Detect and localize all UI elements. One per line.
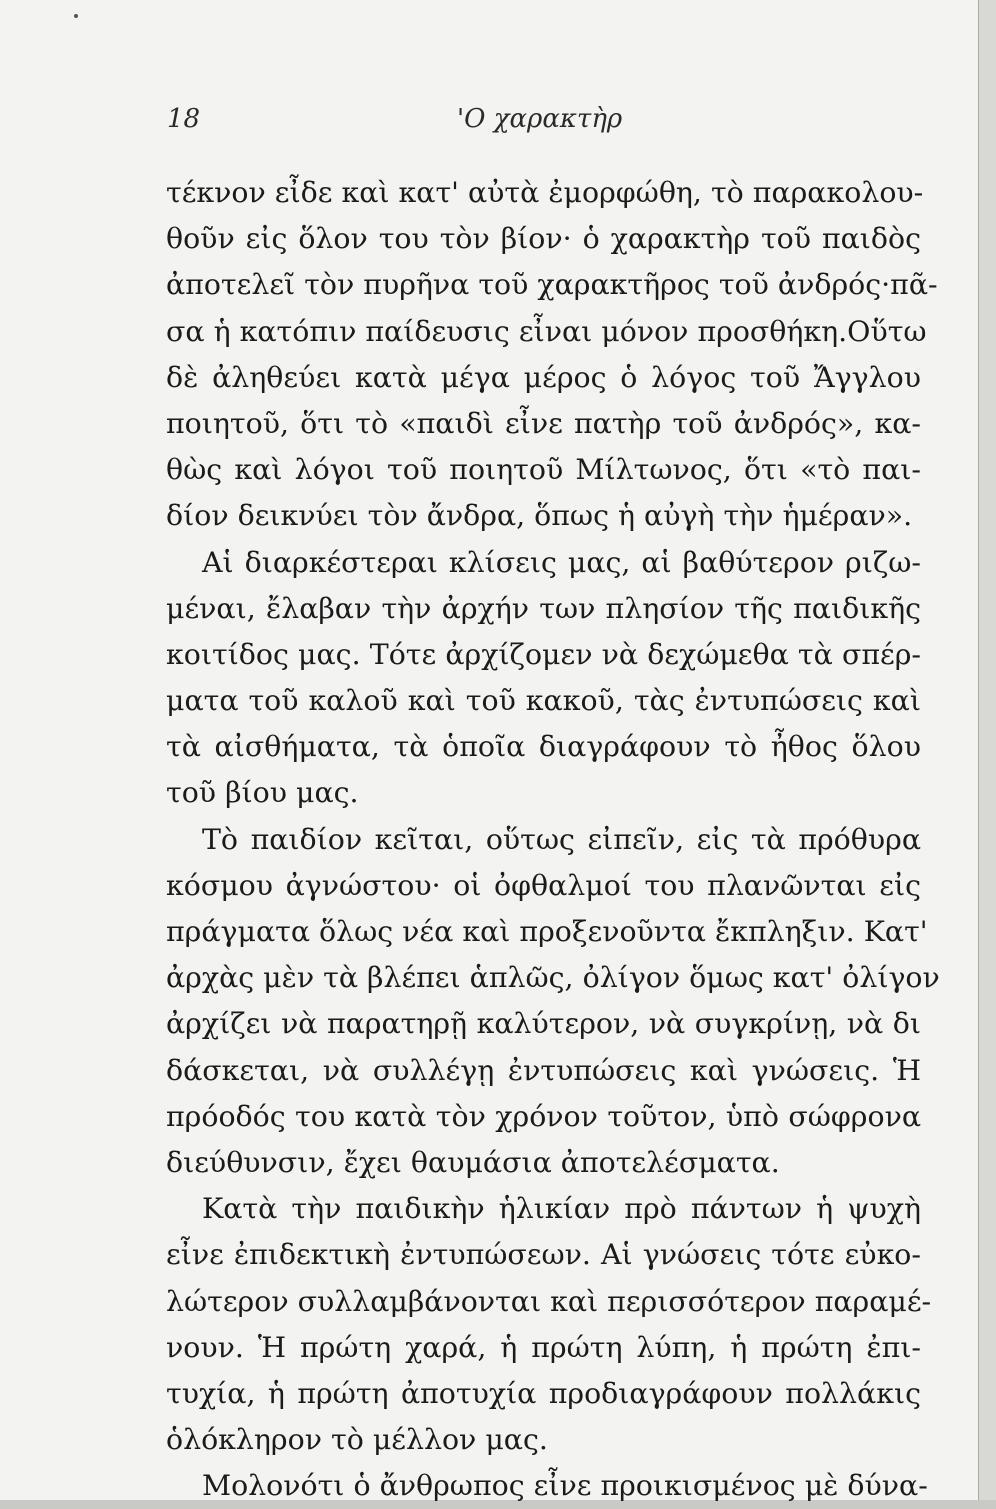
text-line: σα ἡ κατόπιν παίδευσις εἶναι μόνον προσθήκη.Οὕτω bbox=[166, 314, 927, 348]
body-text bbox=[166, 170, 940, 1509]
running-title: 'Ο χαρακτὴρ bbox=[457, 104, 623, 134]
text-line: πράγματα ὅλως νέα καὶ προξενοῦντα ἔκπληξιν. Κατ' bbox=[166, 915, 928, 948]
text-line: τέκνον εἶδε καὶ κατ' αὐτὰ ἐμορφώθη, τὸ παρακολου- bbox=[166, 176, 924, 209]
text-line: πρόοδός του κατὰ τὸν χρόνον τοῦτον, ὑπὸ σώφρονα bbox=[166, 1099, 921, 1133]
text-line: ὁλόκληρον τὸ μέλλον μας. bbox=[166, 1423, 548, 1457]
text-line: μέναι, ἔλαβαν τὴν ἀρχήν των πλησίον τῆς παιδικῆς bbox=[166, 591, 921, 625]
text-line: κόσμου ἀγνώστου· οἱ ὀφθαλμοί του πλανῶνται εἰς bbox=[166, 868, 921, 902]
page-edge bbox=[978, 0, 996, 1500]
text-line: ματα τοῦ καλοῦ καὶ τοῦ κακοῦ, τὰς ἐντυπώσεις καὶ bbox=[166, 684, 921, 718]
text-line: ἀποτελεῖ τὸν πυρῆνα τοῦ χαρακτῆρος τοῦ ἀνδρός·πᾶ- bbox=[166, 268, 938, 302]
text-line: Κατὰ τὴν παιδικὴν ἡλικίαν πρὸ πάντων ἡ ψυχὴ bbox=[202, 1192, 921, 1226]
page-header bbox=[167, 104, 922, 140]
text-line: τὰ αἰσθήματα, τὰ ὁποῖα διαγράφουν τὸ ἦθος ὅλου bbox=[166, 730, 921, 764]
text-line: Αἱ διαρκέστεραι κλίσεις μας, αἱ βαθύτερον ριζω- bbox=[202, 545, 921, 579]
print-speck bbox=[74, 14, 78, 18]
text-line: δίον δεικνύει τὸν ἄνδρα, ὅπως ἡ αὐγὴ τὴν ἡμέραν». bbox=[166, 499, 913, 533]
page-number: 18 bbox=[167, 104, 201, 134]
text-line: τοῦ βίου μας. bbox=[166, 776, 359, 810]
text-line: ἀρχὰς μὲν τὰ βλέπει ἁπλῶς, ὀλίγον ὅμως κατ' ὀλίγον bbox=[166, 961, 940, 995]
text-line: δάσκεται, νὰ συλλέγῃ ἐντυπώσεις καὶ γνώσεις. Ἡ bbox=[166, 1053, 921, 1087]
text-line: ποιητοῦ, ὅτι τὸ «παιδὶ εἶνε πατὴρ τοῦ ἀνδρός», κα- bbox=[166, 406, 921, 440]
text-line: εἶνε ἐπιδεκτικὴ ἐντυπώσεων. Αἱ γνώσεις τότε εὐκο- bbox=[166, 1238, 921, 1272]
text-line: διεύθυνσιν, ἔχει θαυμάσια ἀποτελέσματα. bbox=[166, 1145, 780, 1179]
text-line: ἀρχίζει νὰ παρατηρῇ καλύτερον, νὰ συγκρίνῃ, νὰ δι bbox=[166, 1007, 921, 1041]
text-line: θοῦν εἰς ὅλον του τὸν βίον· ὁ χαρακτὴρ τοῦ παιδὸς bbox=[166, 222, 921, 256]
text-line: δὲ ἀληθεύει κατὰ μέγα μέρος ὁ λόγος τοῦ Ἄγγλου bbox=[166, 360, 921, 394]
text-line: Τὸ παιδίον κεῖται, οὕτως εἰπεῖν, εἰς τὰ πρόθυρα bbox=[202, 822, 921, 856]
text-line: νουν. Ἡ πρώτη χαρά, ἡ πρώτη λύπη, ἡ πρώτη ἐπι- bbox=[166, 1330, 921, 1364]
text-line: λώτερον συλλαμβάνονται καὶ περισσότερον παραμέ- bbox=[166, 1284, 932, 1318]
text-line: Μολονότι ὁ ἄνθρωπος εἶνε προικισμένος μὲ δύνα- bbox=[202, 1469, 928, 1503]
text-line: θὼς καὶ λόγοι τοῦ ποιητοῦ Μίλτωνος, ὅτι «τὸ παι- bbox=[166, 453, 921, 487]
text-line: τυχία, ἡ πρώτη ἀποτυχία προδιαγράφουν πολλάκις bbox=[166, 1376, 921, 1410]
text-line: κοιτίδος μας. Τότε ἀρχίζομεν νὰ δεχώμεθα τὰ σπέρ- bbox=[166, 637, 921, 671]
